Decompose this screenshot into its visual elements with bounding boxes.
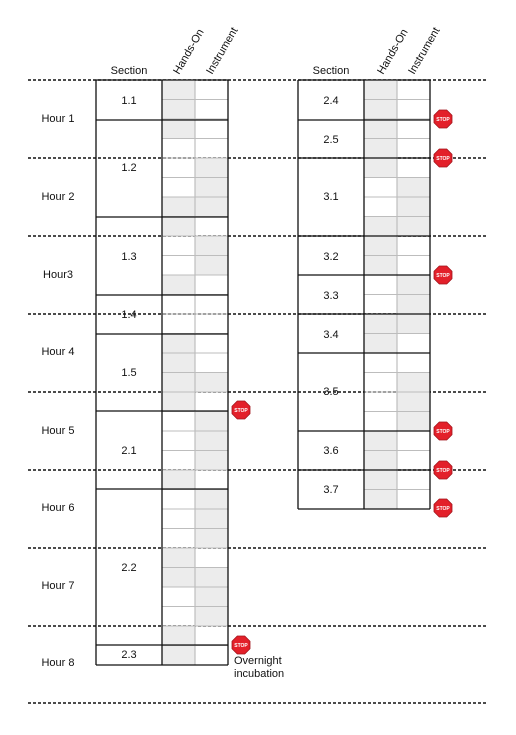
stop-sign-text: STOP bbox=[436, 467, 450, 474]
overnight-note-line2: incubation bbox=[234, 667, 285, 680]
stop-sign-icon bbox=[434, 110, 452, 128]
stop-sign-text: STOP bbox=[436, 428, 450, 435]
hands-on-header: Hands-On bbox=[375, 27, 411, 77]
hands-on-cell bbox=[162, 275, 195, 295]
instrument-cell bbox=[195, 412, 228, 432]
hands-on-cell bbox=[364, 236, 397, 256]
hands-on-cell bbox=[162, 119, 195, 139]
hands-on-cell bbox=[162, 353, 195, 373]
stop-sign-text: STOP bbox=[234, 642, 248, 649]
hour-label: Hour 6 bbox=[41, 501, 75, 514]
hour-label: Hour 8 bbox=[41, 656, 75, 669]
section-label: 1.1 bbox=[121, 94, 137, 107]
stop-sign-text: STOP bbox=[436, 272, 450, 279]
hands-on-cell bbox=[364, 217, 397, 237]
section-label: 2.3 bbox=[121, 648, 137, 661]
hands-on-cell bbox=[364, 431, 397, 451]
hands-on-cell bbox=[162, 626, 195, 646]
hands-on-cell bbox=[162, 548, 195, 568]
section-label: 3.1 bbox=[323, 190, 339, 203]
instrument-cell bbox=[397, 178, 430, 198]
instrument-cell bbox=[397, 197, 430, 217]
hands-on-cell bbox=[162, 568, 195, 588]
instrument-cell bbox=[195, 490, 228, 510]
hour-label: Hour 4 bbox=[41, 345, 75, 358]
instrument-cell bbox=[397, 295, 430, 315]
section-label: 3.2 bbox=[323, 250, 339, 263]
stop-sign-icon bbox=[434, 149, 452, 167]
instrument-cell bbox=[195, 256, 228, 276]
instrument-cell bbox=[195, 529, 228, 549]
hour-label: Hour 2 bbox=[41, 190, 75, 203]
hands-on-cell bbox=[364, 80, 397, 100]
instrument-cell bbox=[195, 197, 228, 217]
hour-label: Hour 7 bbox=[41, 579, 75, 592]
hour-label: Hour 1 bbox=[41, 112, 75, 125]
hands-on-cell bbox=[162, 100, 195, 120]
section-header: Section bbox=[110, 64, 148, 77]
instrument-header: Instrument bbox=[204, 25, 241, 77]
overnight-note-line1: Overnight bbox=[234, 654, 282, 667]
instrument-cell bbox=[195, 587, 228, 607]
stop-sign-icon bbox=[434, 499, 452, 517]
section-label: 2.1 bbox=[121, 444, 137, 457]
hands-on-cell bbox=[364, 470, 397, 490]
hands-on-cell bbox=[162, 470, 195, 490]
stop-sign-text: STOP bbox=[436, 505, 450, 512]
hands-on-cell bbox=[364, 490, 397, 510]
section-label: 1.4 bbox=[121, 308, 137, 321]
stop-sign-text: STOP bbox=[436, 116, 450, 123]
hour-label: Hour 5 bbox=[41, 424, 75, 437]
hands-on-header: Hands-On bbox=[171, 27, 207, 77]
section-label: 1.3 bbox=[121, 250, 137, 263]
section-label: 3.6 bbox=[323, 444, 339, 457]
stop-sign-icon bbox=[232, 401, 250, 419]
instrument-cell bbox=[195, 607, 228, 627]
hands-on-cell bbox=[364, 451, 397, 471]
hands-on-cell bbox=[162, 392, 195, 412]
section-label: 2.5 bbox=[323, 133, 339, 146]
stop-sign-icon bbox=[434, 266, 452, 284]
instrument-header: Instrument bbox=[406, 25, 443, 77]
stop-sign-text: STOP bbox=[436, 155, 450, 162]
hands-on-cell bbox=[364, 334, 397, 354]
hands-on-cell bbox=[162, 646, 195, 666]
hands-on-cell bbox=[162, 80, 195, 100]
instrument-cell bbox=[397, 373, 430, 393]
hands-on-cell bbox=[364, 256, 397, 276]
instrument-cell bbox=[397, 392, 430, 412]
instrument-cell bbox=[397, 275, 430, 295]
hands-on-cell bbox=[364, 314, 397, 334]
hands-on-cell bbox=[364, 139, 397, 159]
instrument-cell bbox=[195, 373, 228, 393]
section-label: 3.3 bbox=[323, 289, 339, 302]
hands-on-cell bbox=[162, 217, 195, 237]
instrument-cell bbox=[195, 158, 228, 178]
hands-on-cell bbox=[162, 373, 195, 393]
instrument-cell bbox=[195, 178, 228, 198]
stop-sign-icon bbox=[434, 422, 452, 440]
instrument-cell bbox=[195, 451, 228, 471]
section-label: 1.2 bbox=[121, 161, 137, 174]
hands-on-cell bbox=[364, 100, 397, 120]
section-label: 2.4 bbox=[323, 94, 339, 107]
instrument-cell bbox=[195, 509, 228, 529]
instrument-cell bbox=[397, 314, 430, 334]
stop-sign-icon bbox=[232, 636, 250, 654]
instrument-cell bbox=[195, 431, 228, 451]
stop-sign-icon bbox=[434, 461, 452, 479]
stop-sign-text: STOP bbox=[234, 407, 248, 414]
hands-on-cell bbox=[162, 197, 195, 217]
section-label: 2.2 bbox=[121, 561, 137, 574]
hands-on-cell bbox=[162, 334, 195, 354]
instrument-cell bbox=[195, 236, 228, 256]
instrument-cell bbox=[195, 568, 228, 588]
hands-on-cell bbox=[364, 119, 397, 139]
section-label: 3.4 bbox=[323, 328, 339, 341]
hands-on-cell bbox=[364, 158, 397, 178]
instrument-cell bbox=[397, 412, 430, 432]
hour-label: Hour3 bbox=[43, 268, 73, 281]
section-label: 3.7 bbox=[323, 483, 339, 496]
section-label: 3.5 bbox=[323, 385, 339, 398]
section-label: 1.5 bbox=[121, 366, 137, 379]
instrument-cell bbox=[397, 217, 430, 237]
section-header: Section bbox=[312, 64, 350, 77]
